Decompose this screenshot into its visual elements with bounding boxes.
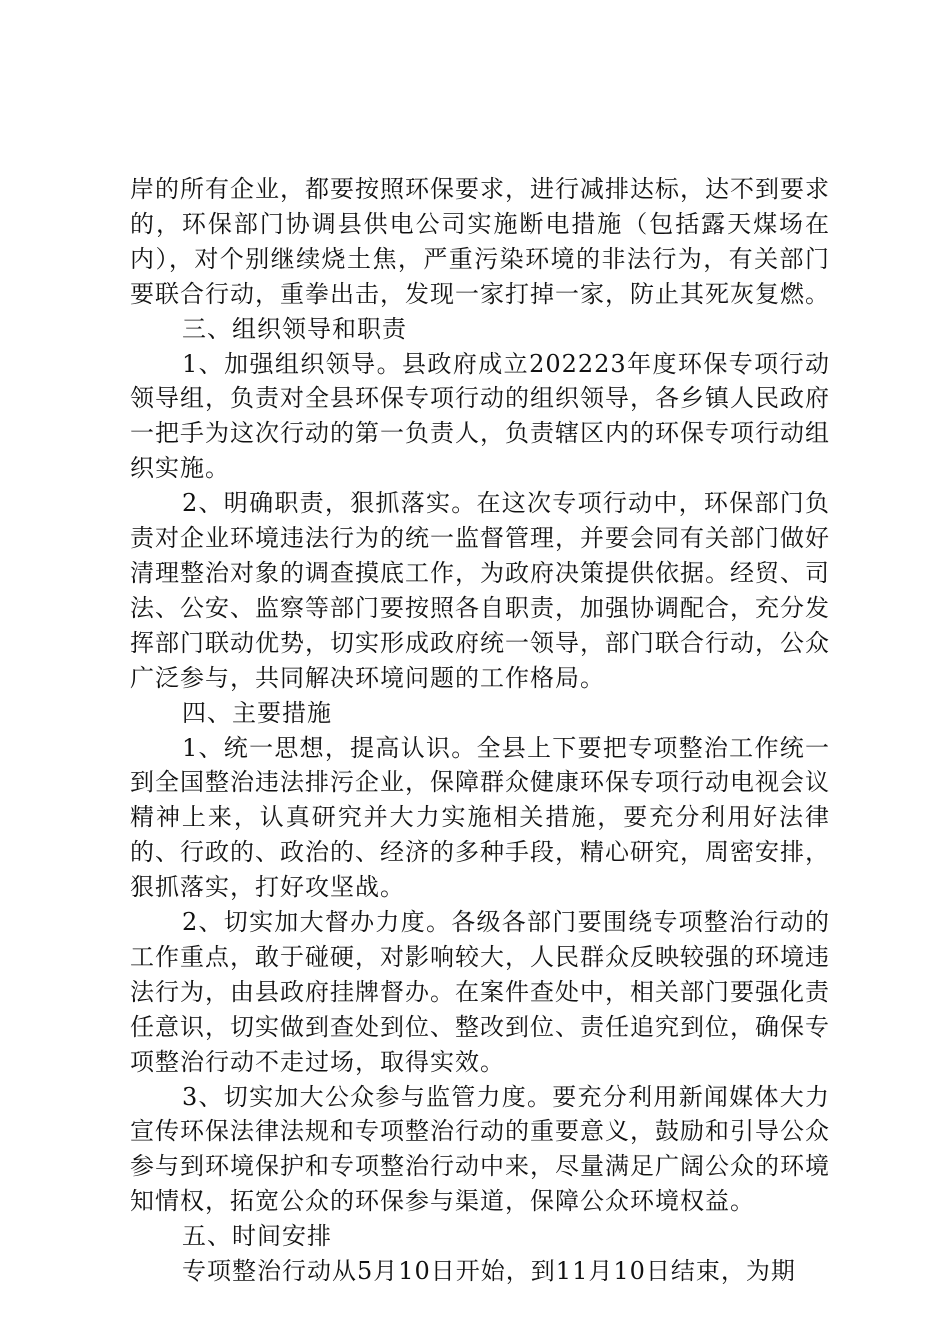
document-body xyxy=(130,172,830,1289)
paragraph-supervision: 2、切实加大督办力度。各级各部门要围绕专项整治行动的工作重点，敢于碰硬，对影响较大，人民群众反映较强的环境违法行为，由县政府挂牌督办。在案件查处中，相关部门要强化责任意识，切实做到查处到位、整改到位、责任追究到位，确保专项整治行动不走过场，取得实效。 xyxy=(130,908,830,1076)
paragraph-strengthen-leadership: 1、加强组织领导。县政府成立202223年度环保专项行动领导组，负责对全县环保专项行动的组织领导，各乡镇人民政府一把手为这次行动的第一负责人，负责辖区内的环保专项行动组织实施。 xyxy=(130,349,830,483)
paragraph-clarify-duties: 2、明确职责，狠抓落实。在这次专项行动中，环保部门负责对企业环境违法行为的统一监督管理，并要会同有关部门做好清理整治对象的调查摸底工作，为政府决策提供依据。经贸、司法、公安、监察等部门要按照各自职责，加强协调配合，充分发挥部门联动优势，切实形成政府统一领导，部门联合行动，公众广泛参与，共同解决环境问题的工作格局。 xyxy=(130,489,830,692)
paragraph-unify-thinking: 1、统一思想，提高认识。全县上下要把专项整治工作统一到全国整治违法排污企业，保障群众健康环保专项行动电视会议精神上来，认真研究并大力实施相关措施，要充分利用好法律的、行政的、政治的、经济的多种手段，精心研究，周密安排，狠抓落实，打好攻坚战。 xyxy=(130,733,830,902)
section-heading-measures: 四、主要措施 xyxy=(182,698,332,727)
section-heading-organization: 三、组织领导和职责 xyxy=(182,314,407,343)
paragraph-public-participation: 3、切实加大公众参与监管力度。要充分利用新闻媒体大力宣传环保法律法规和专项整治行动的重要意义，鼓励和引导公众参与到环境保护和专项整治行动中来，尽量满足广阔公众的环境知情权，拓宽公众的环保参与渠道，保障公众环境权益。 xyxy=(130,1082,830,1216)
paragraph-schedule: 专项整治行动从5月10日开始，到11月10日结束，为期 xyxy=(182,1257,796,1286)
paragraph-continuation: 岸的所有企业，都要按照环保要求，进行减排达标，达不到要求的，环保部门协调县供电公司实施断电措施（包括露天煤场在内），对个别继续烧土焦，严重污染环境的非法行为，有关部门要联合行动，重拳出击，发现一家打掉一家，防止其死灰复燃。 xyxy=(130,175,830,308)
section-heading-schedule: 五、时间安排 xyxy=(182,1222,332,1251)
